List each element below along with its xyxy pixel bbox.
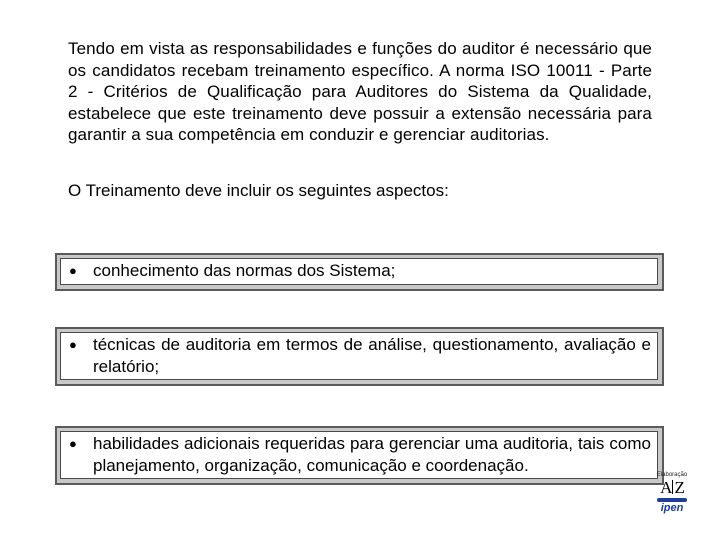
intro-paragraph: Tendo em vista as responsabilidades e funções do auditor é necessário que os candidatos recebam treinamento específico. A norma ISO 10011 - Parte 2 - Critérios de Qualificação para Auditores do Sistema da Qualidade, estabelece que este treinamento deve possuir a extensão necessária para garantir a sua competência em conduzir e gerenciar auditorias. — [68, 39, 652, 144]
az-logo-mark — [650, 479, 694, 497]
aspect-box-3 — [55, 426, 664, 485]
aspect-text-3: habilidades adicionais requeridas para gerenciar uma auditoria, tais como planejamento, organização, comunicação e coordenação. — [93, 434, 651, 475]
aspect-box-1-inner — [60, 258, 658, 285]
lead-sentence: O Treinamento deve incluir os seguintes aspectos: — [68, 181, 449, 200]
ipen-wordmark: ipen — [660, 502, 684, 514]
aspect-box-2-inner — [60, 332, 658, 380]
aspect-box-3-inner — [60, 431, 658, 479]
aspect-text-1: conhecimento das normas dos Sistema; — [93, 261, 396, 280]
az-letter-a: A — [660, 478, 672, 497]
bullet-icon: ● — [69, 337, 77, 352]
az-letter-z: Z — [674, 478, 684, 497]
aspect-text-2: técnicas de auditoria em termos de análise, questionamento, avaliação e relatório; — [93, 335, 651, 376]
ipen-logo — [650, 472, 694, 524]
bullet-icon: ● — [69, 263, 77, 278]
logo-caption: Elaboração — [656, 472, 688, 478]
aspect-box-1 — [55, 253, 664, 291]
bullet-icon: ● — [69, 436, 77, 451]
aspect-box-2 — [55, 327, 664, 386]
